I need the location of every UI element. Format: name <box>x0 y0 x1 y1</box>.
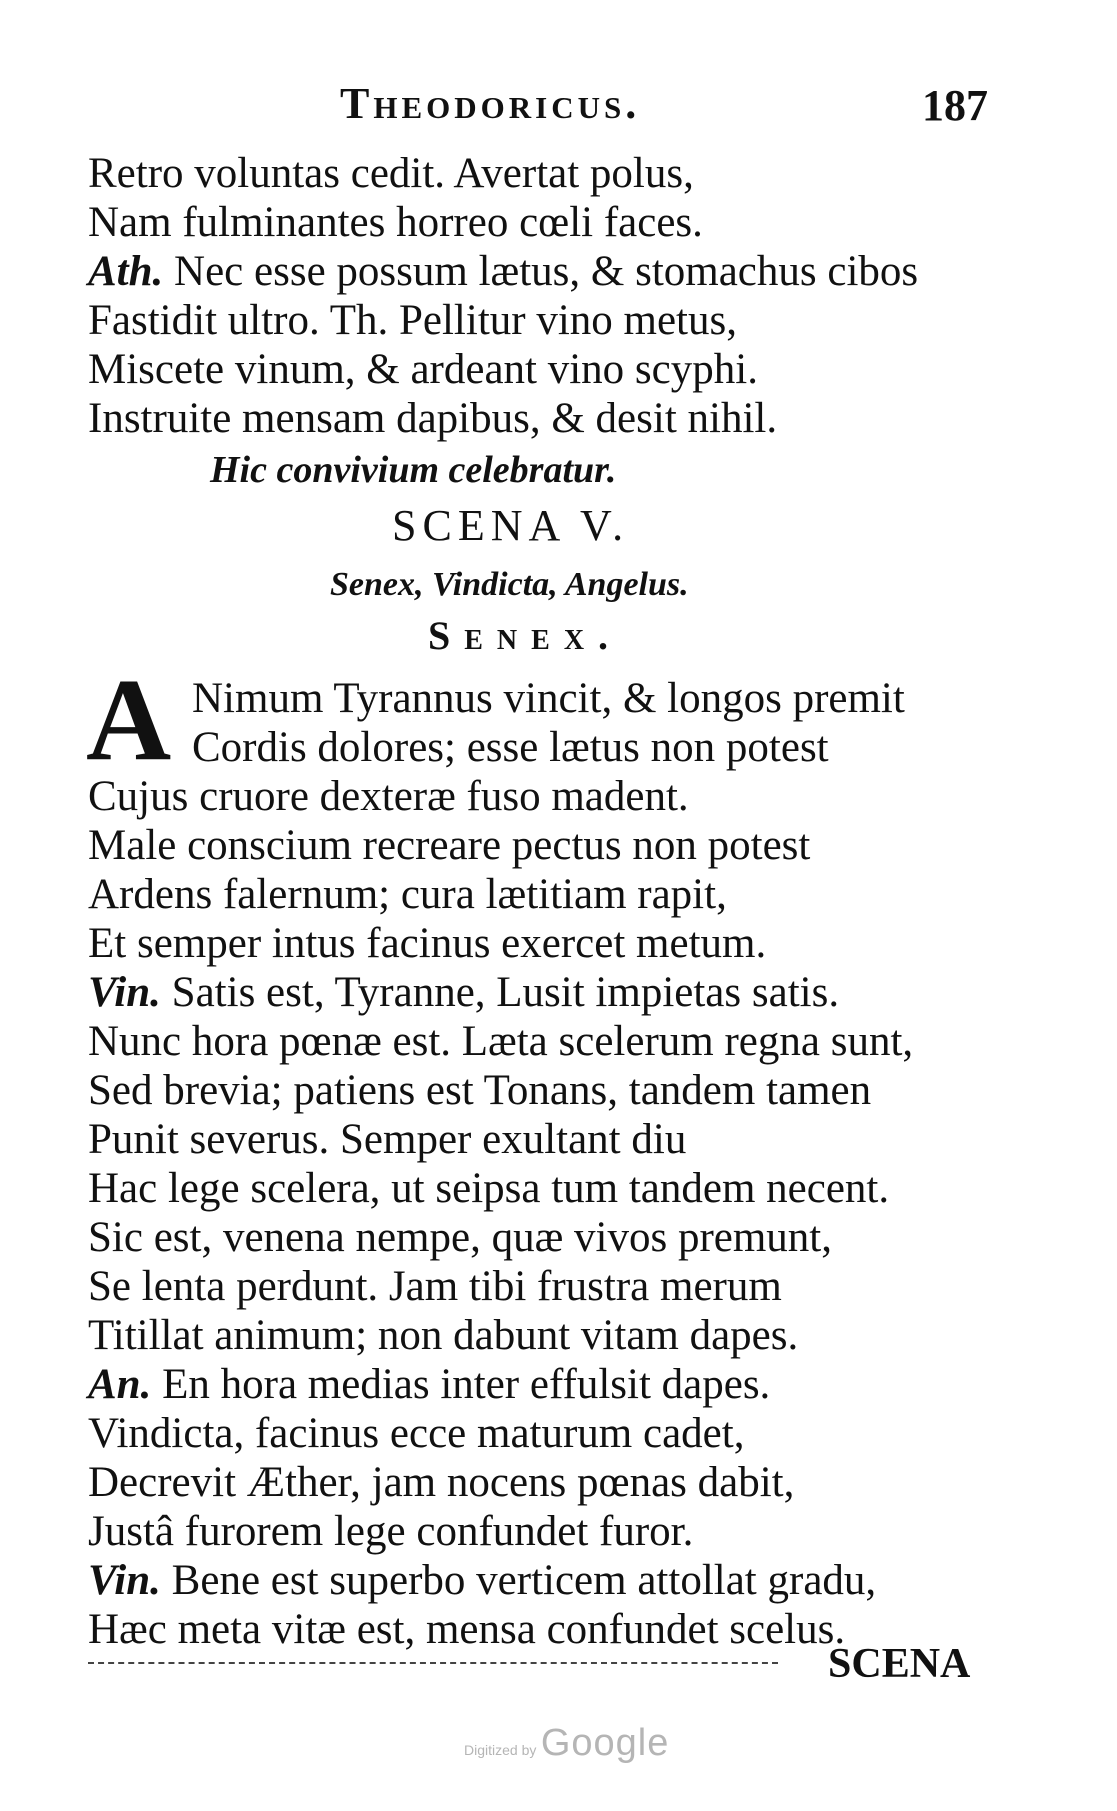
verse-text: Punit severus. Semper exultant diu <box>88 1116 687 1163</box>
verse-text: Fastidit ultro. Th. Pellitur vino metus, <box>88 297 737 344</box>
catchword: SCENA <box>828 1641 971 1687</box>
stage-direction: Hic convivium celebratur. <box>210 449 617 491</box>
verse-line <box>88 1361 770 1409</box>
verse-line <box>88 1606 845 1654</box>
verse-text: Titillat animum; non dabunt vitam dapes. <box>88 1312 799 1359</box>
speaker-label: An. <box>88 1361 152 1408</box>
verse-text: Et semper intus facinus exercet metum. <box>88 920 767 967</box>
verse-line <box>88 822 810 870</box>
verse-text: Nec esse possum lætus, & stomachus cibos <box>174 248 919 295</box>
verse-text: Male conscium recreare pectus non potest <box>88 822 811 869</box>
verse-text: Justâ furorem lege confundet furor. <box>88 1508 694 1555</box>
speaker-heading: Senex. <box>428 613 623 658</box>
verse-line <box>192 675 905 723</box>
verse-line <box>88 871 727 919</box>
verse-line <box>88 1410 744 1458</box>
verse-line <box>88 1508 693 1556</box>
verse-line <box>88 773 689 821</box>
scene-characters: Senex, Vindicta, Angelus. <box>330 566 689 603</box>
google-logo-text: Google <box>540 1722 670 1764</box>
verse-line <box>88 248 918 296</box>
page-number: 187 <box>922 81 988 130</box>
verse-line <box>88 1116 686 1164</box>
verse-line <box>88 199 703 247</box>
verse-line <box>88 1067 871 1115</box>
verse-text: Retro voluntas cedit. Avertat polus, <box>88 150 694 197</box>
verse-line <box>88 969 839 1017</box>
verse-text: En hora medias inter effulsit dapes. <box>162 1361 771 1408</box>
verse-text: Bene est superbo verticem attollat gradu, <box>171 1557 877 1604</box>
verse-line <box>88 346 758 394</box>
verse-line <box>88 1312 798 1360</box>
verse-text: Miscete vinum, & ardeant vino scyphi. <box>88 346 758 393</box>
verse-line <box>88 1263 782 1311</box>
verse-line <box>88 1018 913 1066</box>
verse-line <box>88 395 777 443</box>
speaker-label: Ath. <box>88 248 164 295</box>
digitized-by-mark <box>464 1722 669 1765</box>
verse-line <box>88 1557 876 1605</box>
verse-line <box>88 1214 832 1262</box>
verse-line <box>88 920 766 968</box>
speaker-label: Vin. <box>88 969 161 1016</box>
verse-line <box>88 150 694 198</box>
verse-text: Se lenta perdunt. Jam tibi frustra merum <box>88 1263 782 1310</box>
dashed-rule <box>88 1662 778 1664</box>
verse-text: Ardens falernum; cura lætitiam rapit, <box>88 871 727 918</box>
verse-text: Decrevit Æther, jam nocens pœnas dabit, <box>88 1459 795 1506</box>
verse-text: Hac lege scelera, ut seipsa tum tandem necent. <box>88 1165 890 1212</box>
verse-text: Sic est, venena nempe, quæ vivos premunt, <box>88 1214 832 1261</box>
verse-line <box>88 1459 794 1507</box>
verse-text: Cujus cruore dexteræ fuso madent. <box>88 773 689 820</box>
verse-line <box>192 724 829 772</box>
verse-text: Satis est, Tyranne, Lusit impietas satis. <box>171 969 840 1016</box>
verse-text: Cordis dolores; esse lætus non potest <box>192 724 829 771</box>
verse-line <box>88 297 737 345</box>
verse-text: Nunc hora pœnæ est. Læta scelerum regna sunt, <box>88 1018 914 1065</box>
verse-text: Nimum Tyrannus vincit, & longos premit <box>192 675 905 722</box>
drop-cap: A <box>86 654 172 785</box>
speaker-label: Vin. <box>88 1557 161 1604</box>
digitized-by-label: Digitized by <box>464 1742 537 1758</box>
verse-text: Vindicta, facinus ecce maturum cadet, <box>88 1410 745 1457</box>
verse-text: Nam fulminantes horreo cœli faces. <box>88 199 703 246</box>
verse-text: Hæc meta vitæ est, mensa confundet scelus. <box>88 1606 846 1653</box>
verse-text: Sed brevia; patiens est Tonans, tandem tamen <box>88 1067 872 1114</box>
running-head: Theodoricus. <box>340 79 641 128</box>
verse-text: Instruite mensam dapibus, & desit nihil. <box>88 395 778 442</box>
scene-title: SCENA V. <box>392 501 630 550</box>
verse-line <box>88 1165 889 1213</box>
